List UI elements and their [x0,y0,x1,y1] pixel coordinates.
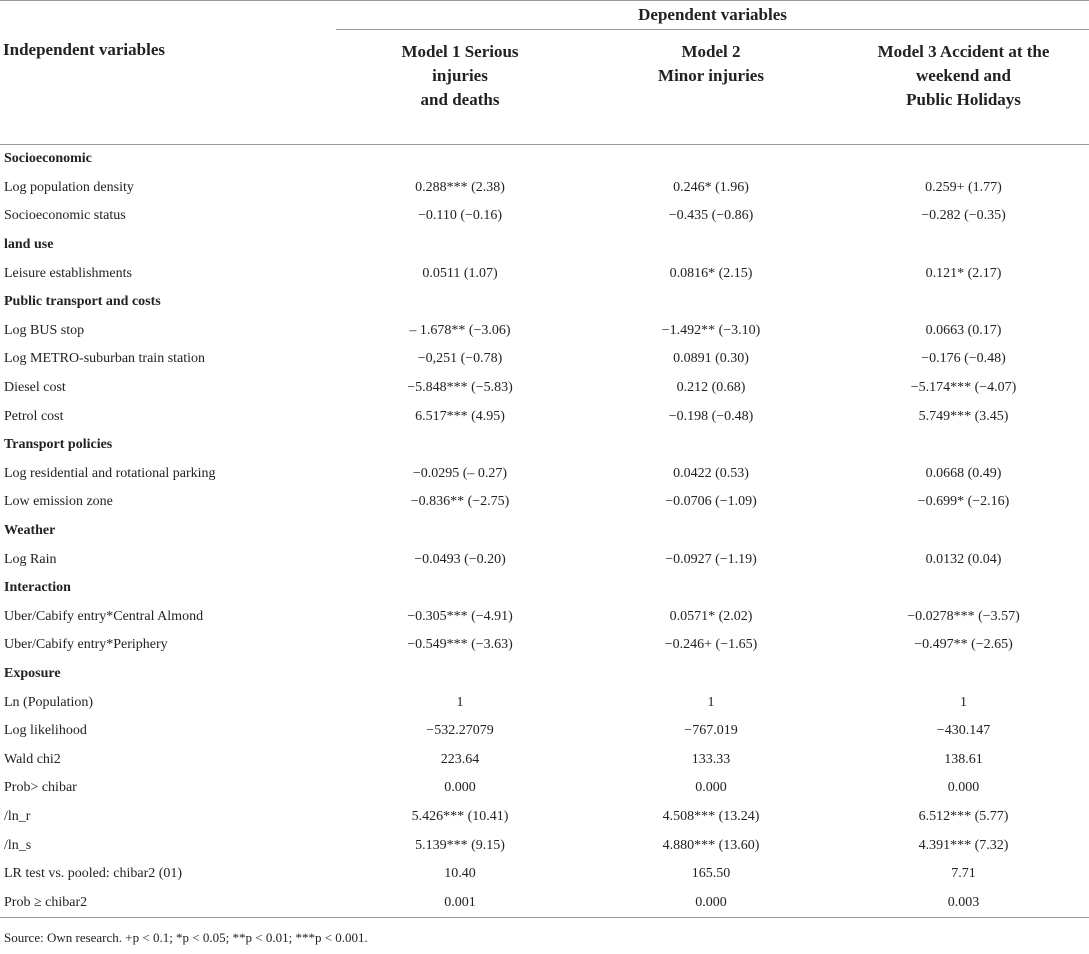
model1-heading-line: Model 1 Serious [401,42,519,61]
table-row [0,374,1089,403]
model3-value: 0.259+ (1.77) [925,179,1002,195]
model2-value: −767.019 [684,723,738,739]
model1-value: 6.517*** (4.95) [415,408,505,424]
model3-value [838,145,1089,174]
dependent-variables-heading: Dependent variables [336,1,1089,30]
model1-value: −0.305*** (−4.91) [407,608,513,624]
model3-value [838,431,1089,460]
model3-value [838,517,1089,546]
model3-value: 138.61 [944,751,983,767]
model2-value: 0.000 [584,888,838,917]
table-row [0,831,1089,860]
variable-label: Prob> chibar [4,780,77,796]
model3-value: −0.497** (−2.65) [914,637,1013,653]
model1-value: – 1.678** (−3.06) [409,322,511,338]
table-row [0,603,1089,632]
table-row [0,174,1089,203]
model2-value: 4.508*** (13.24) [662,808,760,824]
variable-label: LR test vs. pooled: chibar2 (01) [4,866,183,882]
model3-value: 7.71 [951,866,976,882]
table-row [0,259,1089,288]
model3-value: −430.147 [936,723,991,739]
model3-value: −5.174*** (−4.07) [910,380,1017,396]
variable-label: Diesel cost [4,380,66,396]
model1-value: −0.549*** (−3.63) [407,637,513,653]
section-label: Public transport and costs [4,294,161,310]
model2-value [584,574,838,603]
table-row [0,317,1089,346]
table-row [0,631,1089,660]
model3-value: 0.0132 (0.04) [925,551,1002,567]
independent-variables-heading: Independent variables [0,30,336,145]
model1-value: 5.426*** (10.41) [411,808,509,824]
variable-label: Ln (Population) [4,694,94,710]
model1-value [336,145,584,174]
table-row [0,688,1089,717]
model2-value: −0.435 (−0.86) [668,208,754,224]
model2-heading [584,30,838,145]
table-row [0,745,1089,774]
model2-value [584,660,838,689]
variable-label: Low emission zone [4,494,113,510]
model1-value: 223.64 [440,751,480,767]
variable-label: Log BUS stop [4,322,85,338]
section-label: Weather [4,523,56,539]
section-row [0,574,1089,603]
model3-value: 4.391*** (7.32) [918,837,1009,853]
model2-value: −0.0706 (−1.09) [665,494,757,510]
model1-value: −0.0295 (– 0.27) [412,465,508,481]
variable-label: Log population density [4,179,134,195]
model3-value: 0.121* (2.17) [925,265,1002,281]
section-label: Interaction [4,580,71,596]
variable-label: Uber/Cabify entry*Central Almond [4,608,204,624]
model2-value: 4.880*** (13.60) [662,837,760,853]
table-row [0,545,1089,574]
variable-label: Log METRO-suburban train station [4,351,206,367]
model2-value: 0.212 (0.68) [676,380,746,396]
model3-heading [838,30,1089,145]
model2-value [584,288,838,317]
model1-value: −5.848*** (−5.83) [407,380,513,396]
table-row [0,774,1089,803]
model3-value: 1 [960,694,967,710]
model3-value [838,231,1089,260]
model3-value: 0.0668 (0.49) [925,465,1002,481]
model1-value: −0,251 (−0.78) [417,351,503,367]
model2-value [584,145,838,174]
variable-label: /ln_s [4,837,32,853]
variable-label: Wald chi2 [4,751,61,767]
section-row [0,145,1089,174]
section-label: Socioeconomic [4,151,92,167]
model1-value [336,431,584,460]
model2-value: 165.50 [691,866,731,882]
section-label: Transport policies [4,437,113,453]
model2-value: 0.0571* (2.02) [669,608,753,624]
section-row [0,288,1089,317]
model2-value: 133.33 [691,751,731,767]
model1-value: −532.27079 [426,723,494,739]
model2-value: 0.246* (1.96) [673,179,749,195]
model1-heading-line: and deaths [420,90,500,109]
section-label: Exposure [4,665,61,681]
model1-value: 0.000 [444,780,476,796]
variable-label: Petrol cost [4,408,64,424]
model1-value: 1 [456,694,464,710]
model3-value: 0.003 [838,888,1089,917]
model3-value: −0.699* (−2.16) [917,494,1010,510]
model2-value: 0.0816* (2.15) [669,265,753,281]
model2-value [584,517,838,546]
table-row [0,202,1089,231]
table-row [0,488,1089,517]
source-footnote: Source: Own research. +p < 0.1; *p < 0.05; **p < 0.01; ***p < 0.001. [4,930,368,946]
model3-value: −0.282 (−0.35) [921,208,1006,224]
model3-value [838,288,1089,317]
section-row [0,431,1089,460]
section-label: land use [4,237,54,253]
model1-value [336,231,584,260]
table-row [0,402,1089,431]
variable-label: /ln_r [4,808,31,824]
variable-label: Log Rain [4,551,57,567]
table-row [0,888,1089,917]
model3-value [838,574,1089,603]
model1-value: −0.0493 (−0.20) [414,551,506,567]
model2-value: 1 [707,694,715,710]
section-row [0,660,1089,689]
model1-value [336,574,584,603]
model1-value [336,517,584,546]
model3-heading-line: Model 3 Accident at the [877,42,1050,61]
model2-value: −0.198 (−0.48) [668,408,754,424]
model2-heading-line: Minor injuries [658,66,764,85]
model2-value [584,431,838,460]
table-row [0,345,1089,374]
model2-value: 0.000 [695,780,727,796]
variable-label: Leisure establishments [4,265,132,281]
model1-value: −0.110 (−0.16) [417,208,503,224]
model3-heading-line: Public Holidays [906,90,1021,109]
table-body [0,145,1089,918]
table-row [0,803,1089,832]
model2-value: −0.246+ (−1.65) [664,637,758,653]
model3-value: 0.000 [947,780,980,796]
variable-label: Prob ≥ chibar2 [0,888,336,917]
model1-value: −0.836** (−2.75) [410,494,510,510]
table-row [0,717,1089,746]
model1-value: 5.139*** (9.15) [415,837,505,853]
section-row [0,231,1089,260]
model3-value: −0.176 (−0.48) [921,351,1006,367]
model1-value: 0.288*** (2.38) [415,179,505,195]
model1-heading [336,30,584,145]
model2-value: −0.0927 (−1.19) [665,551,757,567]
table-row [0,460,1089,489]
model2-value: −1.492** (−3.10) [661,322,761,338]
model2-value [584,231,838,260]
model3-value: −0.0278*** (−3.57) [907,608,1020,624]
model3-value: 6.512*** (5.77) [918,808,1009,824]
variable-label: Log residential and rotational parking [4,465,216,481]
model1-value: 0.001 [336,888,584,917]
section-row [0,517,1089,546]
model1-value [336,660,584,689]
model1-value [336,288,584,317]
model1-value: 0.0511 (1.07) [422,265,498,281]
model3-heading-line: weekend and [916,66,1011,85]
model3-value [838,660,1089,689]
table-header [0,1,1089,145]
model3-value: 5.749*** (3.45) [918,408,1009,424]
variable-label: Log likelihood [4,723,87,739]
model2-value: 0.0422 (0.53) [673,465,749,481]
model1-heading-line: injuries [432,66,488,85]
variable-label: Socioeconomic status [4,208,126,224]
model1-value: 10.40 [444,866,476,882]
model2-value: 0.0891 (0.30) [673,351,749,367]
variable-label: Uber/Cabify entry*Periphery [4,637,168,653]
model3-value: 0.0663 (0.17) [925,322,1002,338]
table-row [0,860,1089,889]
model2-heading-line: Model 2 [681,42,741,61]
